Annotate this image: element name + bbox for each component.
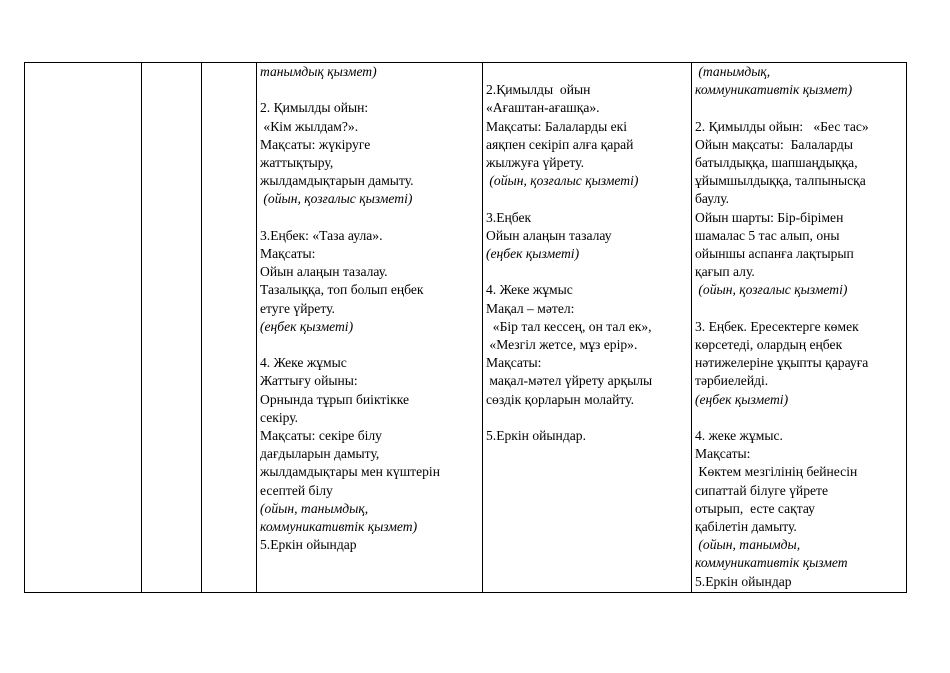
text-line: 4. жеке жұмыс. — [695, 428, 783, 444]
text-line: Ойын шарты: Бір-бірімен — [695, 209, 844, 225]
text-line: «Бір тал кессең, он тал ек», — [486, 318, 652, 334]
text-line: Мақсаты: Балаларды екі — [486, 118, 628, 134]
text-line: тәрбиелейді. — [695, 373, 769, 389]
text-line: ұйымшылдыққа, талпынысқа — [695, 173, 866, 189]
activity-cell-1 — [257, 63, 483, 593]
text-line: 5.Еркін ойындар. — [486, 428, 586, 443]
text-line — [486, 263, 688, 281]
text-line: жаттықтыру, — [260, 155, 334, 170]
text-line: Мақсаты: — [486, 355, 542, 371]
text-line: Тазалыққа, топ болып еңбек — [260, 282, 424, 298]
text-line: Мақсаты: секіре білу — [260, 428, 382, 444]
text-line: «Кім жылдам?». — [260, 118, 359, 134]
text-line — [260, 209, 479, 227]
text-line: Ойын алаңын тазалау. — [260, 264, 388, 280]
text-line — [486, 409, 688, 427]
text-line: Ойын мақсаты: Балаларды — [695, 136, 853, 152]
text-line: сөздік қорларын молайту. — [486, 391, 634, 407]
text-line: Мақсаты: — [695, 446, 751, 462]
text-line: Жаттығу ойыны: — [260, 373, 358, 389]
text-line: жылдамдықтары мен күштерін — [260, 464, 440, 480]
text-line: 4. Жеке жұмыс — [486, 282, 573, 298]
text-line: дағдыларын дамыту, — [260, 446, 380, 462]
text-line: Көктем мезгілінің бейнесін — [695, 464, 858, 480]
text-line: (ойын, қозғалыс қызметі) — [260, 191, 413, 207]
empty-cell-3 — [202, 63, 257, 593]
text-line: Мақсаты: жүкіруге — [260, 136, 371, 152]
text-line: коммуникативтік қызмет — [695, 555, 848, 571]
text-line: шамалас 5 тас алып, оны — [695, 227, 840, 243]
text-line: «Ағаштан-ағашқа». — [486, 100, 600, 116]
text-line: (еңбек қызметі) — [486, 246, 580, 261]
text-line: (еңбек қызметі) — [695, 391, 789, 407]
text-line: Ойын алаңын тазалау — [486, 227, 612, 243]
text-line: 3.Еңбек — [486, 209, 532, 225]
text-line: есептей білу — [260, 482, 333, 498]
text-line: (ойын, қозғалыс қызметі) — [486, 173, 639, 189]
text-line: секіру. — [260, 409, 299, 425]
text-line: коммуникативтік қызмет) — [260, 519, 418, 535]
text-line: «Мезгіл жетсе, мұз ерір». — [486, 337, 638, 352]
text-line: 3.Еңбек: «Таза аула». — [260, 227, 383, 243]
text-line: 4. Жеке жұмыс — [260, 355, 347, 371]
text-line: қабілетін дамыту. — [695, 519, 797, 535]
text-line: (танымдық, — [695, 64, 771, 79]
text-line: сипаттай білуге үйрете — [695, 482, 828, 498]
text-line: 2. Қимылды ойын: — [260, 100, 369, 116]
text-line: (ойын, танымды, — [695, 537, 801, 553]
text-line: 5.Еркін ойындар — [695, 573, 792, 589]
text-line: жылдамдықтарын дамыту. — [260, 173, 414, 189]
text-line: (ойын, танымдық, — [260, 500, 369, 516]
text-line: отырып, есте сақтау — [695, 500, 815, 516]
text-line: мақал-мәтел үйрету арқылы — [486, 373, 653, 389]
activity-cell-3 — [692, 63, 907, 593]
text-line: етуге үйрету. — [260, 300, 335, 316]
text-line: нәтижелеріне ұқыпты қарауға — [695, 355, 869, 371]
empty-cell-2 — [142, 63, 202, 593]
text-line: аяқпен секіріп алға қарай — [486, 136, 634, 152]
text-line: (еңбек қызметі) — [260, 318, 354, 334]
text-line: (ойын, қозғалыс қызметі) — [695, 282, 848, 298]
text-line: Мақсаты: — [260, 246, 316, 261]
text-line: ойыншы аспанға лақтырып — [695, 246, 854, 262]
text-line: 2. Қимылды ойын: «Бес тас» — [695, 118, 869, 134]
text-line — [260, 81, 479, 99]
text-line — [486, 190, 688, 208]
text-line: коммуникативтік қызмет) — [695, 82, 853, 98]
text-line: 3. Еңбек. Ересектерге көмек — [695, 318, 859, 334]
plan-table — [24, 62, 907, 593]
text-line — [486, 63, 688, 81]
text-line: танымдық қызмет) — [260, 64, 377, 79]
empty-cell-1 — [25, 63, 142, 593]
text-line — [695, 99, 903, 117]
text-line: Орнында тұрып биіктікке — [260, 391, 410, 407]
table-row — [25, 63, 907, 593]
activity-cell-2 — [483, 63, 692, 593]
text-line: көрсетеді, олардың еңбек — [695, 337, 843, 353]
text-line — [260, 336, 479, 354]
text-line: 5.Еркін ойындар — [260, 537, 357, 553]
text-line: баулу. — [695, 191, 730, 207]
text-line: жылжуға үйрету. — [486, 155, 585, 170]
text-line: батылдыққа, шапшаңдыққа, — [695, 155, 858, 170]
text-line: Мақал – мәтел: — [486, 300, 575, 316]
text-line: 2.Қимылды ойын — [486, 82, 591, 98]
text-line — [695, 409, 903, 427]
text-line: қағып алу. — [695, 264, 755, 280]
text-line — [695, 300, 903, 318]
